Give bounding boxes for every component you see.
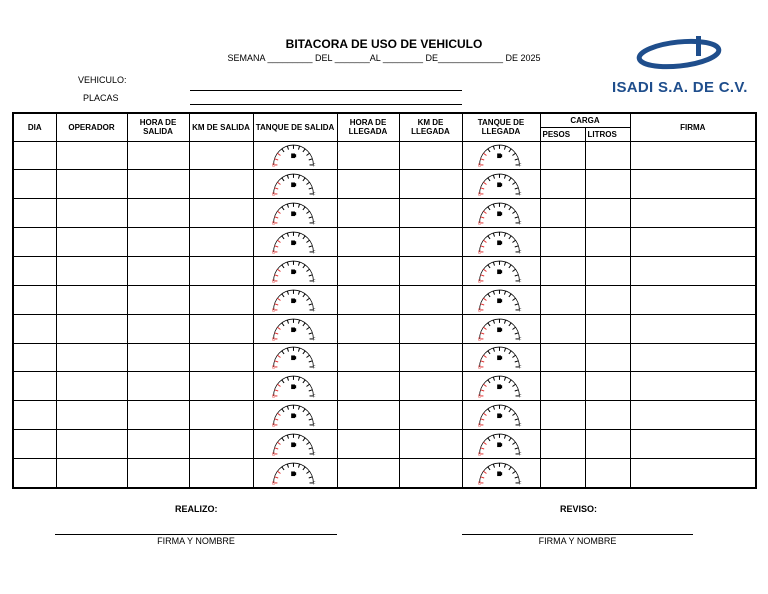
gauge-empty-label: E (478, 307, 482, 313)
gauge-empty-label: E (272, 307, 276, 313)
cell-hora-salida[interactable] (127, 401, 189, 430)
cell-tanque-salida[interactable] (253, 170, 337, 199)
fuel-gauge-icon (465, 373, 537, 399)
gauge-empty-label: E (478, 480, 482, 486)
cell-km-salida[interactable] (189, 401, 253, 430)
header-hora-salida: HORA DE SALIDA (127, 113, 189, 141)
cell-operador[interactable] (56, 458, 127, 488)
reviso-label: REVISO: (560, 504, 598, 514)
cell-operador[interactable] (56, 372, 127, 401)
gauge-empty-label: E (478, 393, 482, 399)
header-carga: CARGA (540, 113, 630, 127)
table-row (13, 228, 756, 257)
cell-litros[interactable] (585, 170, 630, 199)
cell-dia[interactable] (13, 199, 56, 228)
gauge-empty-label: E (272, 278, 276, 284)
fuel-gauge-icon (259, 287, 331, 313)
gauge-empty-label: E (272, 249, 276, 255)
fuel-gauge-icon (465, 287, 537, 313)
table-row (13, 285, 756, 314)
cell-tanque-llegada[interactable] (462, 141, 540, 170)
cell-operador[interactable] (56, 401, 127, 430)
cell-operador[interactable] (56, 430, 127, 459)
gauge-full-label: F (518, 393, 522, 399)
table-row (13, 256, 756, 285)
fuel-gauge-icon (465, 200, 537, 226)
cell-km-llegada[interactable] (399, 458, 462, 488)
fuel-gauge-icon (465, 258, 537, 284)
table-row (13, 372, 756, 401)
cell-hora-salida[interactable] (127, 314, 189, 343)
gauge-empty-label: E (478, 220, 482, 226)
cell-km-salida[interactable] (189, 285, 253, 314)
cell-km-llegada[interactable] (399, 401, 462, 430)
cell-hora-salida[interactable] (127, 228, 189, 257)
cell-operador[interactable] (56, 256, 127, 285)
cell-tanque-salida[interactable] (253, 343, 337, 372)
cell-firma[interactable] (630, 199, 756, 228)
gauge-full-label: F (518, 364, 522, 370)
reviso-signature-line[interactable] (462, 534, 693, 535)
gauge-full-label: F (518, 249, 522, 255)
cell-firma[interactable] (630, 430, 756, 459)
header-litros: LITROS (585, 127, 630, 141)
cell-pesos[interactable] (540, 314, 585, 343)
cell-hora-salida[interactable] (127, 170, 189, 199)
cell-km-salida[interactable] (189, 343, 253, 372)
cell-tanque-salida[interactable] (253, 199, 337, 228)
cell-tanque-salida[interactable] (253, 458, 337, 488)
cell-hora-salida[interactable] (127, 458, 189, 488)
cell-hora-salida[interactable] (127, 141, 189, 170)
cell-km-llegada[interactable] (399, 314, 462, 343)
cell-km-llegada[interactable] (399, 430, 462, 459)
cell-tanque-salida[interactable] (253, 372, 337, 401)
cell-operador[interactable] (56, 343, 127, 372)
table-row (13, 458, 756, 488)
fuel-gauge-icon (259, 229, 331, 255)
header-km-llegada: KM DE LLEGADA (399, 113, 462, 141)
cell-hora-llegada[interactable] (337, 458, 399, 488)
cell-km-llegada[interactable] (399, 343, 462, 372)
cell-operador[interactable] (56, 285, 127, 314)
cell-tanque-llegada[interactable] (462, 343, 540, 372)
cell-tanque-salida[interactable] (253, 285, 337, 314)
cell-litros[interactable] (585, 141, 630, 170)
fuel-gauge-icon (259, 431, 331, 457)
cell-pesos[interactable] (540, 228, 585, 257)
cell-dia[interactable] (13, 256, 56, 285)
header-hora-llegada: HORA DE LLEGADA (337, 113, 399, 141)
cell-firma[interactable] (630, 170, 756, 199)
fuel-gauge-icon (465, 431, 537, 457)
cell-pesos[interactable] (540, 458, 585, 488)
cell-tanque-llegada[interactable] (462, 314, 540, 343)
header-tanque-llegada: TANQUE DE LLEGADA (462, 113, 540, 141)
vehiculo-label: VEHICULO: (78, 75, 127, 85)
cell-firma[interactable] (630, 401, 756, 430)
cell-dia[interactable] (13, 430, 56, 459)
gauge-empty-label: E (272, 220, 276, 226)
gauge-full-label: F (312, 336, 316, 342)
gauge-empty-label: E (478, 422, 482, 428)
cell-dia[interactable] (13, 170, 56, 199)
cell-firma[interactable] (630, 314, 756, 343)
cell-hora-salida[interactable] (127, 343, 189, 372)
cell-hora-llegada[interactable] (337, 430, 399, 459)
cell-km-salida[interactable] (189, 228, 253, 257)
cell-pesos[interactable] (540, 141, 585, 170)
table-row (13, 430, 756, 459)
cell-pesos[interactable] (540, 285, 585, 314)
realizo-label: REALIZO: (175, 504, 218, 514)
gauge-full-label: F (312, 480, 316, 486)
cell-tanque-llegada[interactable] (462, 256, 540, 285)
cell-dia[interactable] (13, 401, 56, 430)
realizo-firma-nombre: FIRMA Y NOMBRE (157, 536, 235, 546)
fuel-gauge-icon (465, 229, 537, 255)
cell-tanque-llegada[interactable] (462, 458, 540, 488)
gauge-full-label: F (312, 451, 316, 457)
cell-tanque-llegada[interactable] (462, 228, 540, 257)
fuel-gauge-icon (259, 200, 331, 226)
cell-km-salida[interactable] (189, 141, 253, 170)
fuel-gauge-icon (465, 344, 537, 370)
cell-km-salida[interactable] (189, 314, 253, 343)
cell-dia[interactable] (13, 372, 56, 401)
cell-firma[interactable] (630, 256, 756, 285)
vehiculo-line[interactable] (190, 90, 462, 91)
gauge-empty-label: E (272, 451, 276, 457)
cell-hora-llegada[interactable] (337, 170, 399, 199)
cell-tanque-salida[interactable] (253, 314, 337, 343)
cell-hora-llegada[interactable] (337, 228, 399, 257)
fuel-gauge-icon (259, 316, 331, 342)
cell-litros[interactable] (585, 285, 630, 314)
gauge-empty-label: E (272, 364, 276, 370)
cell-firma[interactable] (630, 343, 756, 372)
cell-litros[interactable] (585, 458, 630, 488)
gauge-empty-label: E (272, 336, 276, 342)
cell-km-salida[interactable] (189, 170, 253, 199)
cell-litros[interactable] (585, 199, 630, 228)
table-row (13, 314, 756, 343)
gauge-full-label: F (312, 191, 316, 197)
header-km-salida: KM DE SALIDA (189, 113, 253, 141)
cell-hora-llegada[interactable] (337, 314, 399, 343)
cell-hora-llegada[interactable] (337, 401, 399, 430)
gauge-full-label: F (312, 422, 316, 428)
gauge-empty-label: E (478, 162, 482, 168)
cell-km-llegada[interactable] (399, 199, 462, 228)
cell-firma[interactable] (630, 228, 756, 257)
gauge-empty-label: E (272, 480, 276, 486)
vehicle-log-table (12, 112, 757, 489)
cell-pesos[interactable] (540, 430, 585, 459)
fuel-gauge-icon (259, 171, 331, 197)
cell-litros[interactable] (585, 372, 630, 401)
gauge-empty-label: E (272, 162, 276, 168)
cell-km-salida[interactable] (189, 430, 253, 459)
gauge-empty-label: E (272, 422, 276, 428)
cell-km-llegada[interactable] (399, 285, 462, 314)
cell-pesos[interactable] (540, 401, 585, 430)
cell-tanque-llegada[interactable] (462, 285, 540, 314)
cell-hora-salida[interactable] (127, 430, 189, 459)
table-row (13, 170, 756, 199)
cell-km-llegada[interactable] (399, 228, 462, 257)
gauge-empty-label: E (478, 249, 482, 255)
cell-tanque-salida[interactable] (253, 141, 337, 170)
cell-pesos[interactable] (540, 372, 585, 401)
company-logo (612, 32, 746, 102)
cell-dia[interactable] (13, 343, 56, 372)
fuel-gauge-icon (259, 402, 331, 428)
cell-dia[interactable] (13, 285, 56, 314)
gauge-full-label: F (518, 191, 522, 197)
gauge-full-label: F (518, 422, 522, 428)
cell-km-salida[interactable] (189, 256, 253, 285)
gauge-empty-label: E (478, 336, 482, 342)
gauge-full-label: F (312, 307, 316, 313)
cell-firma[interactable] (630, 458, 756, 488)
fuel-gauge-icon (465, 402, 537, 428)
realizo-signature-line[interactable] (55, 534, 337, 535)
cell-pesos[interactable] (540, 170, 585, 199)
cell-hora-salida[interactable] (127, 285, 189, 314)
header-operador: OPERADOR (56, 113, 127, 141)
gauge-full-label: F (518, 451, 522, 457)
gauge-full-label: F (518, 336, 522, 342)
cell-litros[interactable] (585, 256, 630, 285)
cell-km-salida[interactable] (189, 458, 253, 488)
cell-pesos[interactable] (540, 256, 585, 285)
cell-tanque-salida[interactable] (253, 256, 337, 285)
fuel-gauge-icon (465, 460, 537, 486)
cell-operador[interactable] (56, 170, 127, 199)
cell-hora-llegada[interactable] (337, 343, 399, 372)
gauge-full-label: F (312, 249, 316, 255)
gauge-empty-label: E (272, 393, 276, 399)
header-pesos: PESOS (540, 127, 585, 141)
cell-litros[interactable] (585, 430, 630, 459)
cell-tanque-llegada[interactable] (462, 430, 540, 459)
fuel-gauge-icon (465, 316, 537, 342)
gauge-full-label: F (518, 278, 522, 284)
cell-km-llegada[interactable] (399, 170, 462, 199)
cell-km-salida[interactable] (189, 199, 253, 228)
cell-km-salida[interactable] (189, 372, 253, 401)
cell-operador[interactable] (56, 141, 127, 170)
gauge-full-label: F (518, 162, 522, 168)
cell-pesos[interactable] (540, 199, 585, 228)
header-firma: FIRMA (630, 113, 756, 141)
cell-litros[interactable] (585, 228, 630, 257)
cell-dia[interactable] (13, 314, 56, 343)
gauge-full-label: F (518, 307, 522, 313)
cell-operador[interactable] (56, 199, 127, 228)
gauge-empty-label: E (478, 451, 482, 457)
header-dia: DIA (13, 113, 56, 141)
table-row (13, 199, 756, 228)
gauge-empty-label: E (478, 364, 482, 370)
cell-km-llegada[interactable] (399, 256, 462, 285)
cell-dia[interactable] (13, 458, 56, 488)
cell-pesos[interactable] (540, 343, 585, 372)
gauge-empty-label: E (478, 191, 482, 197)
cell-firma[interactable] (630, 141, 756, 170)
gauge-full-label: F (518, 220, 522, 226)
placas-line[interactable] (190, 104, 462, 105)
gauge-full-label: F (312, 162, 316, 168)
company-name: ISADI S.A. DE C.V. (612, 79, 748, 96)
fuel-gauge-icon (465, 142, 537, 168)
week-line: SEMANA _________ DEL _______AL ________ DE_____________ DE 2025 (227, 53, 541, 63)
cell-tanque-llegada[interactable] (462, 401, 540, 430)
cell-hora-salida[interactable] (127, 199, 189, 228)
cell-firma[interactable] (630, 285, 756, 314)
table-row (13, 343, 756, 372)
cell-tanque-salida[interactable] (253, 401, 337, 430)
gauge-empty-label: E (478, 278, 482, 284)
gauge-empty-label: E (272, 191, 276, 197)
fuel-gauge-icon (465, 171, 537, 197)
cell-tanque-salida[interactable] (253, 228, 337, 257)
fuel-gauge-icon (259, 142, 331, 168)
header-tanque-salida: TANQUE DE SALIDA (253, 113, 337, 141)
gauge-full-label: F (312, 393, 316, 399)
cell-tanque-llegada[interactable] (462, 170, 540, 199)
cell-km-llegada[interactable] (399, 372, 462, 401)
company-logo-icon (612, 32, 746, 78)
cell-hora-llegada[interactable] (337, 372, 399, 401)
fuel-gauge-icon (259, 460, 331, 486)
table-row (13, 141, 756, 170)
gauge-full-label: F (312, 278, 316, 284)
cell-tanque-salida[interactable] (253, 430, 337, 459)
placas-label: PLACAS (83, 93, 119, 103)
page-title: BITACORA DE USO DE VEHICULO (285, 37, 483, 51)
gauge-full-label: F (312, 220, 316, 226)
cell-tanque-llegada[interactable] (462, 199, 540, 228)
cell-dia[interactable] (13, 228, 56, 257)
reviso-firma-nombre: FIRMA Y NOMBRE (538, 536, 617, 546)
table-row (13, 401, 756, 430)
fuel-gauge-icon (259, 258, 331, 284)
cell-operador[interactable] (56, 314, 127, 343)
cell-litros[interactable] (585, 314, 630, 343)
cell-hora-llegada[interactable] (337, 256, 399, 285)
cell-tanque-llegada[interactable] (462, 372, 540, 401)
fuel-gauge-icon (259, 373, 331, 399)
cell-km-llegada[interactable] (399, 141, 462, 170)
cell-hora-salida[interactable] (127, 372, 189, 401)
cell-operador[interactable] (56, 228, 127, 257)
cell-hora-llegada[interactable] (337, 141, 399, 170)
cell-litros[interactable] (585, 343, 630, 372)
cell-litros[interactable] (585, 401, 630, 430)
cell-hora-llegada[interactable] (337, 285, 399, 314)
gauge-full-label: F (518, 480, 522, 486)
cell-hora-salida[interactable] (127, 256, 189, 285)
cell-hora-llegada[interactable] (337, 199, 399, 228)
cell-firma[interactable] (630, 372, 756, 401)
gauge-full-label: F (312, 364, 316, 370)
cell-dia[interactable] (13, 141, 56, 170)
fuel-gauge-icon (259, 344, 331, 370)
